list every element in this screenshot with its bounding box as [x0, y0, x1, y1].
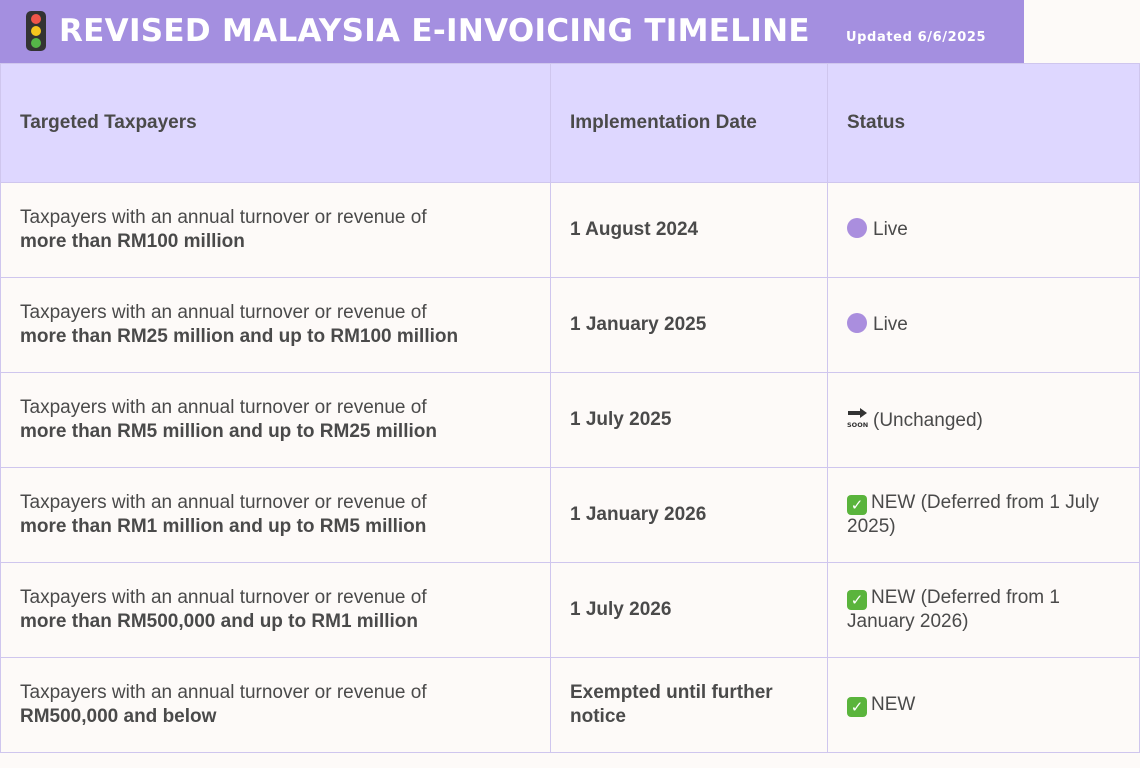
implementation-date: 1 July 2026 [551, 563, 828, 658]
column-header-date: Implementation Date [551, 64, 828, 183]
page-title: REVISED MALAYSIA E-INVOICING TIMELINE [59, 13, 810, 49]
taxpayer-lead: Taxpayers with an annual turnover or revenue of [20, 587, 427, 608]
implementation-date: 1 July 2025 [551, 373, 828, 468]
status-cell [828, 183, 1140, 278]
taxpayer-cell [1, 183, 551, 278]
status-text: NEW [871, 694, 916, 715]
svg-text:SOON: SOON [847, 421, 869, 429]
table-header-row [1, 64, 1140, 183]
taxpayer-cell [1, 563, 551, 658]
check-mark-icon: ✓ [847, 697, 867, 717]
table-row [1, 373, 1140, 468]
taxpayer-lead: Taxpayers with an annual turnover or revenue of [20, 397, 427, 418]
status-cell [828, 563, 1140, 658]
taxpayer-threshold: more than RM500,000 and up to RM1 million [20, 611, 419, 632]
taxpayer-cell [1, 373, 551, 468]
timeline-table [0, 63, 1140, 753]
status-cell [828, 658, 1140, 753]
purple-circle-icon [847, 313, 867, 333]
check-mark-icon: ✓ [847, 495, 867, 515]
taxpayer-cell [1, 658, 551, 753]
soon-arrow-icon [847, 407, 869, 429]
status-cell [828, 278, 1140, 373]
taxpayer-cell [1, 278, 551, 373]
traffic-light-icon [26, 11, 46, 51]
taxpayer-lead: Taxpayers with an annual turnover or revenue of [20, 492, 427, 513]
taxpayer-threshold: more than RM1 million and up to RM5 million [20, 516, 427, 537]
updated-date: Updated 6/6/2025 [846, 30, 987, 45]
taxpayer-threshold: more than RM25 million and up to RM100 million [20, 326, 459, 347]
taxpayer-threshold: RM500,000 and below [20, 706, 217, 727]
page-header [0, 0, 1024, 63]
implementation-date: Exempted until further notice [551, 658, 828, 753]
status-text: (Unchanged) [873, 410, 983, 431]
status-text: Live [873, 314, 908, 335]
taxpayer-lead: Taxpayers with an annual turnover or revenue of [20, 682, 427, 703]
implementation-date: 1 January 2026 [551, 468, 828, 563]
status-cell [828, 468, 1140, 563]
table-row [1, 658, 1140, 753]
column-header-status: Status [828, 64, 1140, 183]
taxpayer-cell [1, 468, 551, 563]
status-text: Live [873, 219, 908, 240]
table-row [1, 278, 1140, 373]
column-header-taxpayers: Targeted Taxpayers [1, 64, 551, 183]
purple-circle-icon [847, 218, 867, 238]
implementation-date: 1 January 2025 [551, 278, 828, 373]
check-mark-icon: ✓ [847, 590, 867, 610]
taxpayer-lead: Taxpayers with an annual turnover or revenue of [20, 207, 427, 228]
status-text: NEW (Deferred from 1 July 2025) [847, 492, 1100, 537]
taxpayer-lead: Taxpayers with an annual turnover or revenue of [20, 302, 427, 323]
status-cell [828, 373, 1140, 468]
status-text: NEW (Deferred from 1 January 2026) [847, 587, 1060, 632]
taxpayer-threshold: more than RM5 million and up to RM25 million [20, 421, 437, 442]
table-row [1, 468, 1140, 563]
taxpayer-threshold: more than RM100 million [20, 231, 245, 252]
table-row [1, 563, 1140, 658]
table-row [1, 183, 1140, 278]
implementation-date: 1 August 2024 [551, 183, 828, 278]
